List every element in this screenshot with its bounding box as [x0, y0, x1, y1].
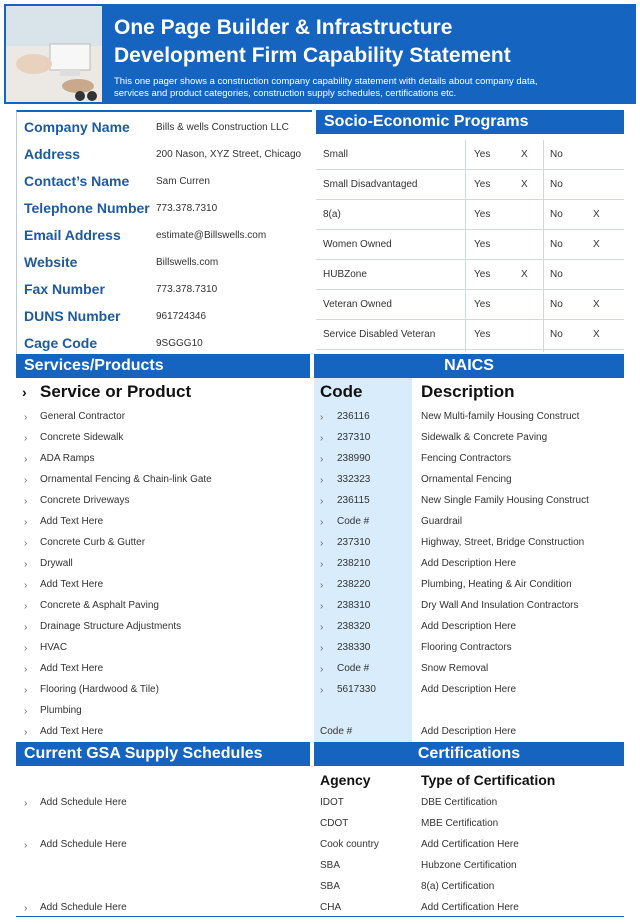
- naics-description: Ornamental Fencing: [421, 474, 512, 485]
- socio-yes: Yes: [474, 209, 491, 220]
- naics-code: 238990: [337, 453, 371, 464]
- naics-code: 236115: [337, 495, 370, 506]
- socio-program: Small Disadvantaged: [323, 179, 418, 190]
- socio-no-mark: X: [593, 299, 600, 310]
- socio-yes-mark: X: [521, 179, 528, 190]
- chevron-right-icon: ›: [24, 559, 28, 570]
- cert-agency: SBA: [320, 860, 341, 871]
- socio-economic-header: [316, 110, 624, 134]
- socio-row: [316, 320, 624, 350]
- socio-no-mark: X: [593, 329, 600, 340]
- gsa-header: [16, 742, 310, 766]
- socio-yes: Yes: [474, 179, 491, 190]
- chevron-right-icon: ›: [24, 454, 28, 465]
- socio-yes: Yes: [474, 299, 491, 310]
- service-item: Drainage Structure Adjustments: [40, 621, 182, 632]
- gsa-item: Add Schedule Here: [40, 839, 127, 850]
- chevron-right-icon: ›: [24, 664, 28, 675]
- services-title: Services/Products: [24, 357, 164, 374]
- naics-title: NAICS: [444, 357, 494, 374]
- service-item: Flooring (Hardwood & Tile): [40, 684, 159, 695]
- footer-divider: [16, 916, 624, 917]
- naics-code-header: Code: [320, 382, 363, 401]
- naics-description: Sidewalk & Concrete Paving: [421, 432, 548, 443]
- cert-type: 8(a) Certification: [421, 881, 495, 892]
- naics-code: 237310: [337, 537, 371, 548]
- chevron-right-icon: ›: [24, 622, 28, 633]
- company-row: [17, 303, 313, 330]
- service-item: Concrete & Asphalt Paving: [40, 600, 159, 611]
- page-subtitle: [114, 76, 624, 100]
- service-item: Concrete Sidewalk: [40, 432, 124, 443]
- socio-no: No: [550, 179, 563, 190]
- header-banner: [4, 4, 636, 104]
- socio-program: Small: [323, 149, 349, 160]
- service-item: Add Text Here: [40, 579, 104, 590]
- chevron-right-icon: ›: [320, 517, 324, 528]
- naics-code: 5617330: [337, 684, 376, 695]
- service-item: ADA Ramps: [40, 453, 95, 464]
- company-row: [17, 249, 313, 276]
- company-value: 9SGGG10: [156, 338, 203, 349]
- company-label: Cage Code: [24, 335, 98, 351]
- naics-description-header: Description: [421, 382, 515, 401]
- company-row: [17, 276, 313, 303]
- cert-agency: IDOT: [320, 797, 344, 808]
- chevron-right-icon: ›: [24, 727, 28, 738]
- gsa-item: Add Schedule Here: [40, 902, 127, 913]
- service-item: Add Text Here: [40, 516, 104, 527]
- cert-agency: CHA: [320, 902, 342, 913]
- page-title-line1: One Page Builder & Infrastructure: [114, 16, 453, 39]
- naics-description: Add Description Here: [421, 558, 517, 569]
- service-item: HVAC: [40, 642, 68, 653]
- chevron-right-icon: ›: [24, 643, 28, 654]
- socio-row: [316, 170, 624, 200]
- company-row: [17, 141, 313, 168]
- page-title: [114, 14, 624, 70]
- cert-agency: SBA: [320, 881, 341, 892]
- naics-description: Flooring Contractors: [421, 642, 512, 653]
- service-item: Ornamental Fencing & Chain-link Gate: [40, 474, 212, 485]
- company-row: [17, 330, 313, 357]
- socio-program: 8(a): [323, 209, 341, 220]
- naics-description: Dry Wall And Insulation Contractors: [421, 600, 579, 611]
- naics-code: Code #: [337, 663, 370, 674]
- agency-header: Agency: [320, 772, 371, 788]
- socio-row: [316, 140, 624, 170]
- chevron-right-icon: ›: [22, 384, 27, 400]
- company-label: Website: [24, 254, 78, 270]
- naics-description: Guardrail: [421, 516, 463, 527]
- chevron-right-icon: ›: [320, 538, 324, 549]
- naics-header: [314, 354, 624, 378]
- naics-code: 237310: [337, 432, 371, 443]
- chevron-right-icon: ›: [24, 706, 28, 717]
- certification-type-header: Type of Certification: [421, 772, 556, 788]
- socio-no: No: [550, 149, 563, 160]
- socio-no-mark: X: [593, 239, 600, 250]
- services-header: [16, 354, 310, 378]
- socio-row: [316, 290, 624, 320]
- service-column-header: Service or Product: [40, 382, 192, 401]
- service-item: Plumbing: [40, 705, 82, 716]
- service-item: General Contractor: [40, 411, 126, 422]
- socio-yes: Yes: [474, 329, 491, 340]
- cert-type: MBE Certification: [421, 818, 499, 829]
- company-value: 773.378.7310: [156, 203, 218, 214]
- cert-type: Hubzone Certification: [421, 860, 517, 871]
- socio-no-mark: X: [593, 209, 600, 220]
- service-item: Concrete Driveways: [40, 495, 130, 506]
- chevron-right-icon: ›: [320, 664, 324, 675]
- chevron-right-icon: ›: [320, 454, 324, 465]
- company-label: Telephone Number: [24, 200, 150, 216]
- socio-program: Women Owned: [323, 239, 392, 250]
- certifications-title: Certifications: [417, 745, 521, 762]
- gsa-title: Current GSA Supply Schedules: [24, 745, 263, 762]
- chevron-right-icon: ›: [320, 412, 324, 423]
- socio-no: No: [550, 209, 563, 220]
- naics-description: Plumbing, Heating & Air Condition: [421, 579, 572, 590]
- naics-code: 238320: [337, 621, 371, 632]
- chevron-right-icon: ›: [320, 601, 324, 612]
- naics-code: 238210: [337, 558, 371, 569]
- socio-row: [316, 200, 624, 230]
- chevron-right-icon: ›: [24, 601, 28, 612]
- service-item: Add Text Here: [40, 663, 104, 674]
- header-photo: [6, 6, 102, 102]
- chevron-right-icon: ›: [24, 433, 28, 444]
- socio-yes-mark: X: [521, 149, 528, 160]
- socio-no: No: [550, 299, 563, 310]
- company-label: DUNS Number: [24, 308, 121, 324]
- naics-code: 238220: [337, 579, 371, 590]
- service-item: Concrete Curb & Gutter: [40, 537, 146, 548]
- company-label: Contact’s Name: [24, 173, 130, 189]
- naics-description: Highway, Street, Bridge Construction: [421, 537, 585, 548]
- page-subtitle-line2: services and product categories, construction supply schedules, certifications etc.: [114, 88, 457, 99]
- chevron-right-icon: ›: [320, 685, 324, 696]
- service-item: Add Text Here: [40, 726, 104, 737]
- naics-description: Add Description Here: [421, 726, 517, 737]
- naics-code: 332323: [337, 474, 371, 485]
- company-value: Sam Curren: [156, 176, 210, 187]
- chevron-right-icon: ›: [24, 840, 28, 851]
- chevron-right-icon: ›: [24, 903, 28, 914]
- naics-code: 236116: [337, 411, 370, 422]
- certifications-header: [314, 742, 624, 766]
- chevron-right-icon: ›: [320, 496, 324, 507]
- chevron-right-icon: ›: [24, 685, 28, 696]
- chevron-right-icon: ›: [320, 643, 324, 654]
- cert-type: DBE Certification: [421, 797, 498, 808]
- socio-no: No: [550, 269, 563, 280]
- company-value: Billswells.com: [156, 257, 219, 268]
- chevron-right-icon: ›: [24, 798, 28, 809]
- naics-description: Add Description Here: [421, 684, 517, 695]
- chevron-right-icon: ›: [320, 580, 324, 591]
- naics-code: Code #: [337, 516, 370, 527]
- naics-description: New Single Family Housing Construct: [421, 495, 589, 506]
- naics-code: 238310: [337, 600, 371, 611]
- company-row: [17, 168, 313, 195]
- company-label: Email Address: [24, 227, 121, 243]
- chevron-right-icon: ›: [320, 559, 324, 570]
- chevron-right-icon: ›: [320, 433, 324, 444]
- company-value: 200 Nason, XYZ Street, Chicago: [156, 149, 302, 160]
- company-value: 773.378.7310: [156, 284, 218, 295]
- chevron-right-icon: ›: [320, 475, 324, 486]
- cert-type: Add Certification Here: [421, 902, 519, 913]
- company-info: [16, 110, 312, 354]
- company-value: 961724346: [156, 311, 207, 322]
- socio-economic-title: Socio-Economic Programs: [324, 113, 529, 130]
- chevron-right-icon: ›: [24, 412, 28, 423]
- chevron-right-icon: ›: [24, 496, 28, 507]
- socio-program: Service Disabled Veteran: [323, 329, 436, 340]
- chevron-right-icon: ›: [24, 538, 28, 549]
- company-label: Company Name: [24, 119, 130, 135]
- socio-yes: Yes: [474, 149, 491, 160]
- naics-code: 238330: [337, 642, 371, 653]
- company-label: Fax Number: [24, 281, 105, 297]
- company-value: estimate@Billswells.com: [156, 230, 267, 241]
- naics-description: New Multi-family Housing Construct: [421, 411, 580, 422]
- socio-yes-mark: X: [521, 269, 528, 280]
- socio-yes: Yes: [474, 269, 491, 280]
- socio-row: [316, 260, 624, 290]
- naics-description: Snow Removal: [421, 663, 489, 674]
- socio-no: No: [550, 329, 563, 340]
- company-row: [17, 195, 313, 222]
- page-subtitle-line1: This one pager shows a construction company capability statement with details about company data,: [114, 76, 538, 87]
- chevron-right-icon: ›: [320, 622, 324, 633]
- chevron-right-icon: ›: [24, 475, 28, 486]
- naics-code: Code #: [320, 726, 353, 737]
- company-row: [17, 222, 313, 249]
- socio-program: HUBZone: [323, 269, 367, 280]
- chevron-right-icon: ›: [24, 580, 28, 591]
- service-item: Drywall: [40, 558, 73, 569]
- naics-description: Fencing Contractors: [421, 453, 512, 464]
- socio-no: No: [550, 239, 563, 250]
- company-value: Bills & wells Construction LLC: [156, 122, 289, 133]
- company-label: Address: [24, 146, 81, 162]
- chevron-right-icon: ›: [24, 517, 28, 528]
- page-title-line2: Development Firm Capability Statement: [114, 44, 511, 67]
- naics-description: Add Description Here: [421, 621, 517, 632]
- socio-yes: Yes: [474, 239, 491, 250]
- socio-row: [316, 230, 624, 260]
- company-row: [17, 114, 313, 141]
- gsa-item: Add Schedule Here: [40, 797, 127, 808]
- cert-agency: CDOT: [320, 818, 349, 829]
- socio-program: Veteran Owned: [323, 299, 392, 310]
- cert-agency: Cook country: [320, 839, 379, 850]
- cert-type: Add Certification Here: [421, 839, 519, 850]
